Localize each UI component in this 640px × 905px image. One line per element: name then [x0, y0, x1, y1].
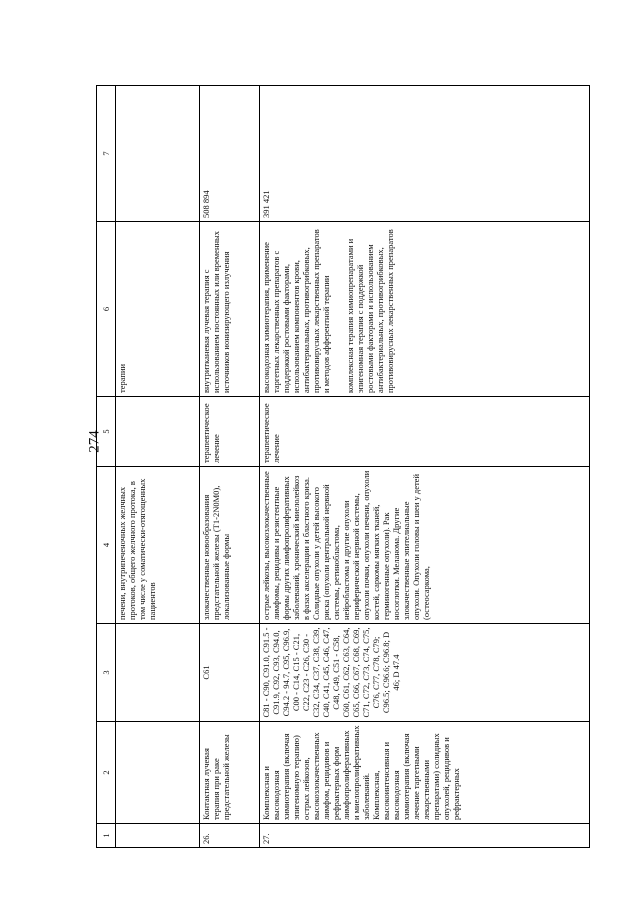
row-name: Комплексная и высокодозная химиотерапия (включая эпигеномную терапию) острых лейкозов, высокозлокачественных лимфом, рецидивов и рефрактерных форм лимфопролиферативных и миелопролиферативных заболеваний. Комплексная, высокоинтенсивная и высокодозная химиотерапия (включая лечение таргетными лекарственными препаратами) солидных опухолей, рецидивов и рефрактерных [260, 722, 590, 824]
header-col-3: 3 [97, 624, 116, 722]
row-type: терапевтическое лечение [260, 397, 590, 467]
header-col-4: 4 [97, 467, 116, 624]
row-cost: 391 421 [260, 86, 590, 222]
row-codes: C81 - C90, C91.0, C91.5 - C91.9, C92, C93, C94.0, C94.2 - 94.7, C95, C96.9, C00 - C14, C15 - C21, C22, C23 - C26, C30 - C32, C34, C37, C38, C39, C40, C41, C45, C46, C47, C48, C49, C51 - C58, C60, C61, C62, C63, C64, C65, C66, C67, C68, C69, C71, C72, C73, C74, C75, C76, C77, C78, C79; C96.5; C96.6; C96.8; D 46; D 47.4 [260, 624, 590, 722]
table-header-row [97, 86, 116, 848]
row-number: 27. [260, 824, 590, 848]
table-row [260, 86, 590, 848]
row-model: злокачественные новообразования предстательной железы (T1-2N0M0), локализованные формы [200, 467, 260, 624]
row-name [116, 722, 200, 824]
row-name: Контактная лучевая терапия при раке предстательной железы [200, 722, 260, 824]
row-method-part-2: комплексная терапия химиопрепаратами и эпигеномная терапия с поддержкой ростовыми факторами и использованием антибактериальных, противогрибковых, противовирусных лекарственных препаратов [345, 229, 396, 393]
table-row [200, 86, 260, 848]
row-model: печени, внутрипеченочных желчных протоков, общего желчного протока, в том числе у соматически-отягощенных пациентов [116, 467, 200, 624]
row-cost [116, 86, 200, 222]
row-type [116, 397, 200, 467]
header-col-5: 5 [97, 397, 116, 467]
table-row [116, 86, 200, 848]
medical-care-table [96, 85, 590, 848]
header-col-1: 1 [97, 824, 116, 848]
rotated-table-wrapper [96, 86, 590, 848]
row-number [116, 824, 200, 848]
row-codes: C61 [200, 624, 260, 722]
page-number: 274 [86, 430, 103, 453]
row-type: терапевтическое лечение [200, 397, 260, 467]
row-method: терапии [116, 222, 200, 397]
row-method-part-1: высокодозная химиотерапия, применение таргетных лекарственных препаратов с поддержкой ростовыми факторами, использованием компонентов крови, антибактериальных, противогрибковых, противовирусных лекарственных препаратов и методов афферентной терапии [261, 229, 332, 393]
row-number: 26. [200, 824, 260, 848]
header-col-6: 6 [97, 222, 116, 397]
header-col-2: 2 [97, 722, 116, 824]
row-codes [116, 624, 200, 722]
header-col-7: 7 [97, 86, 116, 222]
row-method: внутритканевая лучевая терапия с использованием постоянных или временных источников ионизирующего излучения [200, 222, 260, 397]
row-cost: 508 894 [200, 86, 260, 222]
row-model: острые лейкозы, высокозлокачественные лимфомы, рецидивы и резистентные формы других лимфопролиферативных заболеваний, хронический миелолейкоз в фазах акселерации и бластного криза. Солидные опухоли у детей высокого риска (опухоли центральной нервной системы, ретинобластома, нейробластома и другие опухоли периферической нервной системы, опухоли почки, опухоли печени, опухоли костей, саркомы мягких тканей, герминогенные опухоли). Рак носоглотки. Меланома. Другие злокачественные эпителиальные опухоли. Опухоли головы и шеи у детей (остеосаркома, [260, 467, 590, 624]
row-method [260, 222, 590, 397]
